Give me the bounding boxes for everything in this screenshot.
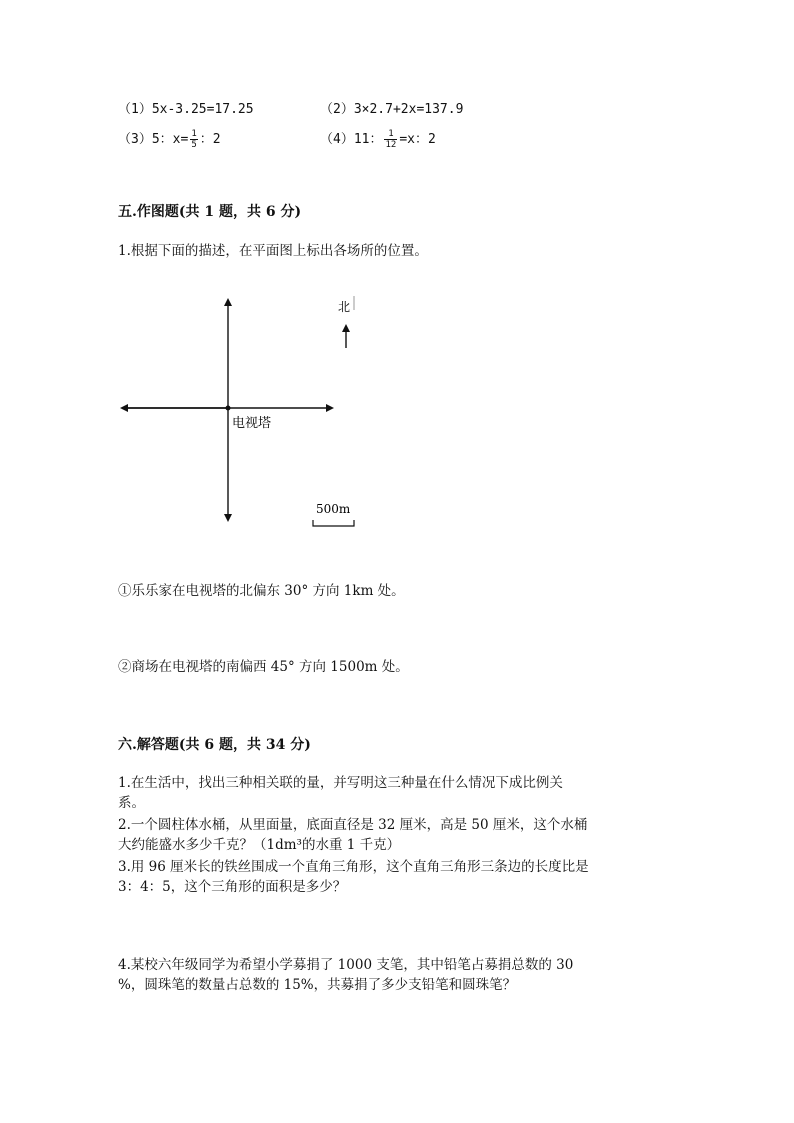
equation-4 — [320, 128, 436, 150]
section-6-question-4-line-2: %，圆珠笔的数量占总数的 15%，共募捐了多少支铅笔和圆珠笔？ — [118, 977, 517, 993]
equation-3-suffix: ：2 — [199, 132, 221, 147]
section-5-item-1: ①乐乐家在电视塔的北偏东 30° 方向 1km 处。 — [118, 583, 405, 599]
equation-3-prefix: （3）5：x= — [118, 132, 189, 147]
section-6-question-1-line-2: 系。 — [118, 795, 145, 811]
section-6-question-2-line-2: 大约能盛水多少千克？（1dm³的水重 1 千克） — [118, 837, 401, 853]
section-6-question-3-line-2: 3：4：5，这个三角形的面积是多少？ — [118, 879, 347, 895]
section-5-question-1: 1.根据下面的描述，在平面图上标出各场所的位置。 — [118, 243, 428, 259]
section-5-item-2: ②商场在电视塔的南偏西 45° 方向 1500m 处。 — [118, 659, 409, 675]
equation-4-suffix: =x：2 — [399, 132, 436, 147]
section-6-question-2-line-1: 2.一个圆柱体水桶，从里面量，底面直径是 32 厘米，高是 50 厘米，这个水桶 — [118, 817, 588, 833]
fraction-denominator: 12 — [385, 140, 397, 150]
map-diagram — [112, 290, 372, 535]
equation-2: （2）3×2.7+2x=137.9 — [320, 102, 464, 117]
section-6-question-4-line-1: 4.某校六年级同学为希望小学募捐了 1000 支笔，其中铅笔占募捐总数的 30 — [118, 957, 574, 973]
fraction-denominator: 5 — [191, 140, 197, 150]
equation-3 — [118, 128, 221, 150]
equation-1: （1）5x-3.25=17.25 — [118, 102, 254, 117]
fraction-numerator: 1 — [384, 129, 397, 140]
section-6-question-1-line-1: 1.在生活中，找出三种相关联的量，并写明这三种量在什么情况下成比例关 — [118, 775, 563, 791]
equation-4-prefix: （4）11： — [320, 132, 383, 147]
north-label: 北 — [338, 300, 351, 314]
section-6-question-3-line-1: 3.用 96 厘米长的铁丝围成一个直角三角形，这个直角三角形三条边的长度比是 — [118, 859, 589, 875]
scale-bar — [313, 520, 354, 526]
center-label: 电视塔 — [232, 416, 272, 431]
section-5-title: 五.作图题(共 1 题，共 6 分) — [118, 204, 302, 220]
center-point — [226, 406, 231, 411]
equation-4-fraction — [384, 129, 397, 150]
section-6-title: 六.解答题(共 6 题，共 34 分) — [118, 737, 311, 753]
equation-3-fraction — [190, 129, 197, 150]
fraction-numerator: 1 — [191, 129, 197, 139]
scale-label: 500m — [316, 502, 351, 516]
